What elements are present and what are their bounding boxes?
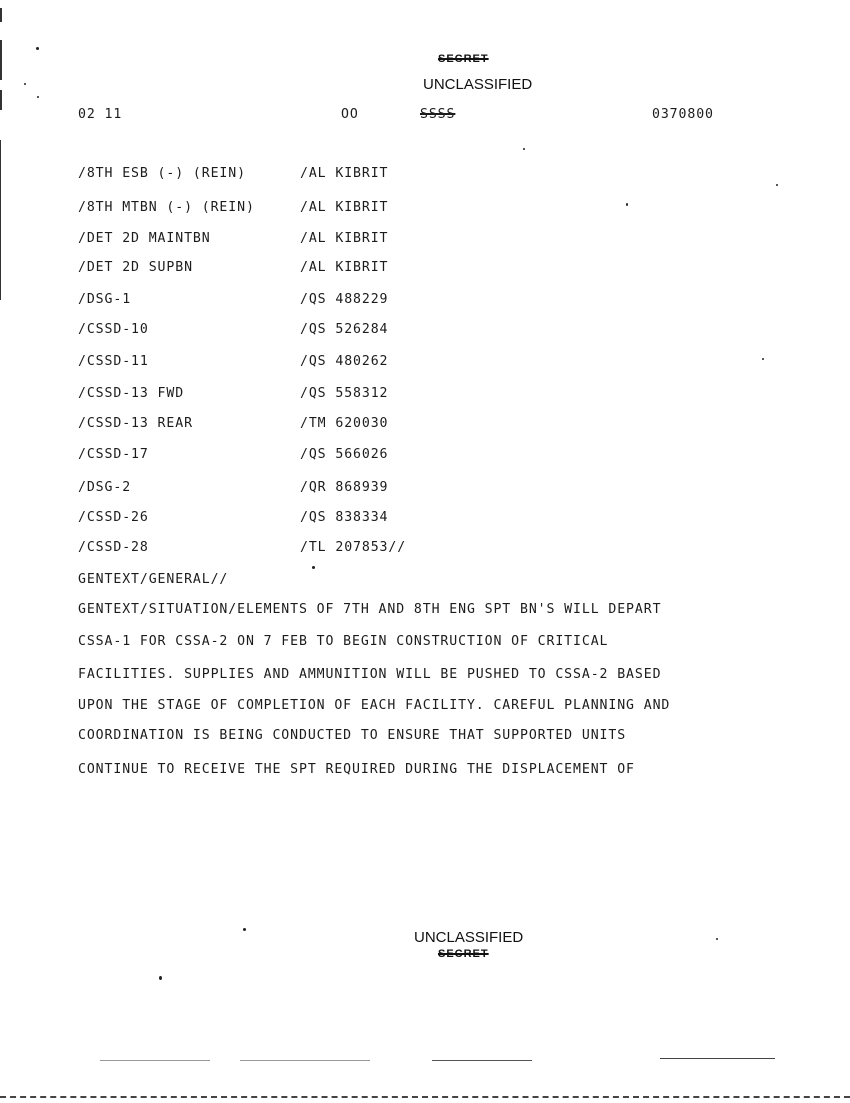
header-classification-struck: SECRET	[438, 53, 489, 65]
unit-name: /CSSD-28	[78, 540, 149, 555]
scan-edge-mark	[0, 40, 2, 80]
body-line: CONTINUE TO RECEIVE THE SPT REQUIRED DURING THE DISPLACEMENT OF	[78, 762, 635, 777]
unit-location: /AL KIBRIT	[300, 260, 389, 275]
unit-location: /QS 838334	[300, 510, 389, 525]
scan-noise-line	[432, 1060, 532, 1061]
unit-location: /TL 207853//	[300, 540, 407, 555]
page-bottom-edge	[0, 1096, 850, 1099]
scan-speck	[626, 203, 628, 206]
unit-name: /CSSD-10	[78, 322, 149, 337]
scan-edge-mark	[0, 140, 1, 300]
unit-location: /QS 558312	[300, 386, 389, 401]
scan-edge-mark	[0, 90, 2, 110]
unit-location: /AL KIBRIT	[300, 231, 389, 246]
header-line-mid-struck: SSSS	[420, 107, 456, 122]
scan-speck	[523, 148, 525, 150]
scan-speck	[36, 47, 39, 50]
scan-speck	[762, 358, 764, 360]
unit-location: /AL KIBRIT	[300, 200, 389, 215]
header-line-left: 02 11	[78, 107, 123, 122]
footer-classification-struck: SECRET	[438, 948, 489, 960]
body-line: FACILITIES. SUPPLIES AND AMMUNITION WILL BE PUSHED TO CSSA-2 BASED	[78, 667, 662, 682]
scan-speck	[243, 928, 246, 931]
unit-name: /CSSD-11	[78, 354, 149, 369]
scan-speck	[24, 83, 26, 85]
body-line: GENTEXT/SITUATION/ELEMENTS OF 7TH AND 8TH ENG SPT BN'S WILL DEPART	[78, 602, 662, 617]
scan-edge-mark	[0, 8, 2, 22]
body-line: UPON THE STAGE OF COMPLETION OF EACH FACILITY. CAREFUL PLANNING AND	[78, 698, 671, 713]
header-classification: UNCLASSIFIED	[423, 76, 533, 93]
unit-location: /TM 620030	[300, 416, 389, 431]
unit-name: /DSG-2	[78, 480, 132, 495]
body-line: CSSA-1 FOR CSSA-2 ON 7 FEB TO BEGIN CONSTRUCTION OF CRITICAL	[78, 634, 609, 649]
unit-location: /AL KIBRIT	[300, 166, 389, 181]
unit-location: /QS 526284	[300, 322, 389, 337]
scan-noise-line	[100, 1060, 210, 1061]
scan-speck	[716, 938, 718, 940]
unit-location: /QS 480262	[300, 354, 389, 369]
scan-speck	[312, 566, 315, 569]
unit-name: /CSSD-17	[78, 447, 149, 462]
header-line-right: 0370800	[652, 107, 714, 122]
unit-name: /DSG-1	[78, 292, 132, 307]
unit-location: /QR 868939	[300, 480, 389, 495]
unit-name: /DET 2D SUPBN	[78, 260, 193, 275]
unit-location: /QS 566026	[300, 447, 389, 462]
scan-speck	[37, 96, 39, 98]
header-line-mid: OO	[341, 107, 359, 122]
scan-speck	[776, 184, 778, 186]
unit-location: /QS 488229	[300, 292, 389, 307]
unit-name: /8TH MTBN (-) (REIN)	[78, 200, 255, 215]
unit-name: /DET 2D MAINTBN	[78, 231, 211, 246]
unit-name: /CSSD-26	[78, 510, 149, 525]
scan-noise-line	[660, 1058, 775, 1059]
footer-classification: UNCLASSIFIED	[414, 929, 524, 946]
body-line: GENTEXT/GENERAL//	[78, 572, 229, 587]
unit-name: /CSSD-13 REAR	[78, 416, 193, 431]
scan-speck	[159, 976, 162, 980]
body-line: COORDINATION IS BEING CONDUCTED TO ENSURE THAT SUPPORTED UNITS	[78, 728, 627, 743]
scan-noise-line	[240, 1060, 370, 1061]
unit-name: /8TH ESB (-) (REIN)	[78, 166, 246, 181]
unit-name: /CSSD-13 FWD	[78, 386, 185, 401]
